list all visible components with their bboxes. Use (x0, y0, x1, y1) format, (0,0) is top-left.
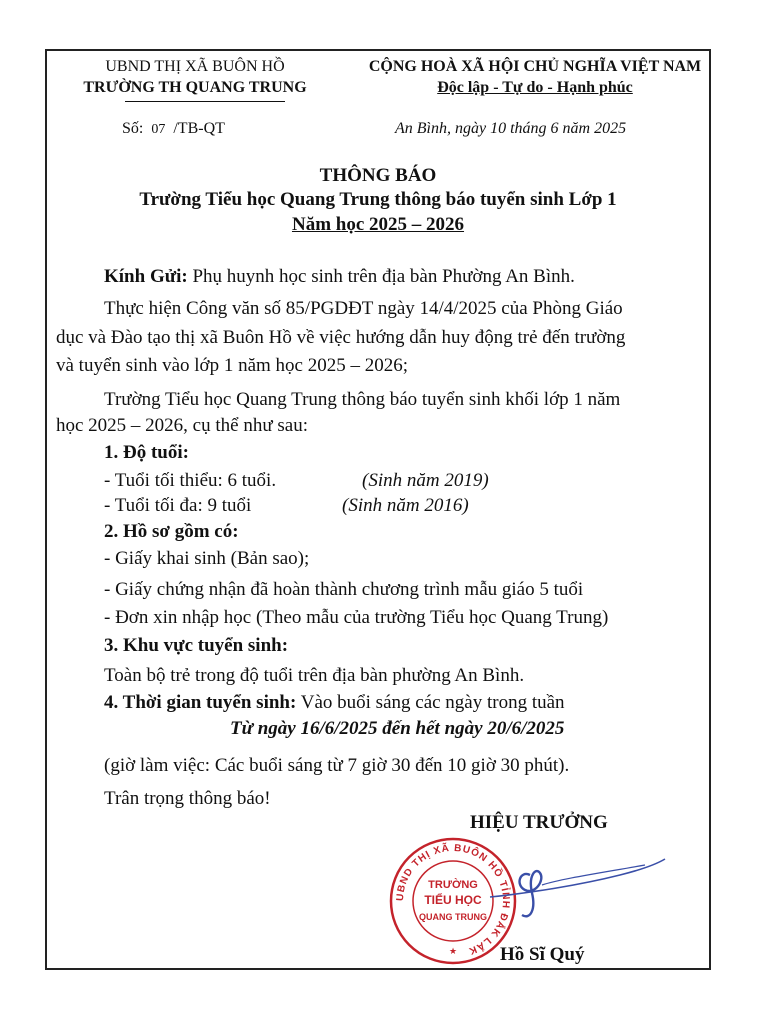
section-2-title: 2. Hồ sơ gồm có: (104, 521, 239, 542)
number-label: Số: (122, 120, 144, 137)
greeting-label: Kính Gửi: (104, 266, 188, 287)
para1-line1: Thực hiện Công văn số 85/PGDĐT ngày 14/4/2025 của Phòng Giáo (104, 298, 623, 319)
nation-motto (355, 79, 715, 97)
principal-title: HIỆU TRƯỞNG (470, 812, 608, 833)
seal-line3: QUANG TRUNG (419, 912, 487, 922)
number-value: 07 (151, 122, 166, 137)
area-text: Toàn bộ trẻ trong độ tuổi trên địa bàn phường An Bình. (104, 665, 525, 686)
org-name-line1: UBND THỊ XÃ BUÔN HỒ (105, 58, 285, 75)
enrollment-dates: Từ ngày 16/6/2025 đến hết ngày 20/6/2025 (230, 718, 565, 739)
section-3-title: 3. Khu vực tuyển sinh: (104, 635, 289, 656)
para2-line1: Trường Tiểu học Quang Trung thông báo tuyển sinh khối lớp 1 năm (104, 389, 621, 410)
document-item-2: - Giấy chứng nhận đã hoàn thành chương trình mẫu giáo 5 tuổi (104, 579, 584, 600)
para2-line2: học 2025 – 2026, cụ thể như sau: (56, 415, 308, 436)
greeting (104, 266, 575, 288)
nation-motto-text: Độc lập - Tự do - Hạnh phúc (437, 79, 633, 96)
section-1-title: 1. Độ tuổi: (104, 442, 189, 463)
document-number (122, 120, 225, 138)
number-suffix: /TB-QT (173, 120, 225, 137)
document-item-1: - Giấy khai sinh (Bản sao); (104, 548, 310, 569)
document-item-3: - Đơn xin nhập học (Theo mẫu của trường Tiểu học Quang Trung) (104, 607, 609, 628)
seal-ring-text: UBND THỊ XÃ BUÔN HỒ TỈNH ĐẮK LẮK (394, 842, 512, 957)
principal-name: Hồ Sĩ Quý (500, 944, 585, 965)
age-max: - Tuổi tối đa: 9 tuổi (104, 495, 252, 516)
para1-line2: dục và Đào tạo thị xã Buôn Hồ về việc hướng dẫn huy động trẻ đến trường (56, 327, 626, 348)
org-name-line2: TRƯỜNG TH QUANG TRUNG (83, 79, 307, 96)
working-hours: (giờ làm việc: Các buổi sáng từ 7 giờ 30 đến 10 giờ 30 phút). (104, 755, 570, 776)
nation-title: CỘNG HOÀ XÃ HỘI CHỦ NGHĨA VIỆT NAM (368, 58, 702, 75)
school-year-text: Năm học 2025 – 2026 (291, 214, 465, 235)
age-max-note: (Sinh năm 2016) (342, 495, 469, 516)
closing-line: Trân trọng thông báo! (104, 788, 271, 809)
notice-subtitle: Trường Tiểu học Quang Trung thông báo tuyển sinh Lớp 1 (139, 189, 617, 210)
age-min: - Tuổi tối thiểu: 6 tuổi. (104, 470, 277, 491)
seal-star-icon: ★ (448, 946, 458, 956)
section-4 (104, 692, 565, 714)
notice-title: THÔNG BÁO (319, 165, 437, 186)
school-year (45, 214, 711, 236)
signature-scribble (470, 845, 680, 925)
age-min-note: (Sinh năm 2019) (362, 470, 489, 491)
org-underline (125, 101, 285, 102)
seal-line2: TIỂU HỌC (424, 893, 482, 907)
section-4-text: Vào buổi sáng các ngày trong tuần (300, 692, 565, 713)
para1-line3: và tuyển sinh vào lớp 1 năm học 2025 – 2026; (56, 355, 409, 376)
place-date: An Bình, ngày 10 tháng 6 năm 2025 (395, 120, 627, 137)
section-4-title: 4. Thời gian tuyển sinh: (104, 692, 297, 713)
seal-line1: TRƯỜNG (428, 879, 478, 891)
greeting-text: Phụ huynh học sinh trên địa bàn Phường An Bình. (192, 266, 575, 287)
